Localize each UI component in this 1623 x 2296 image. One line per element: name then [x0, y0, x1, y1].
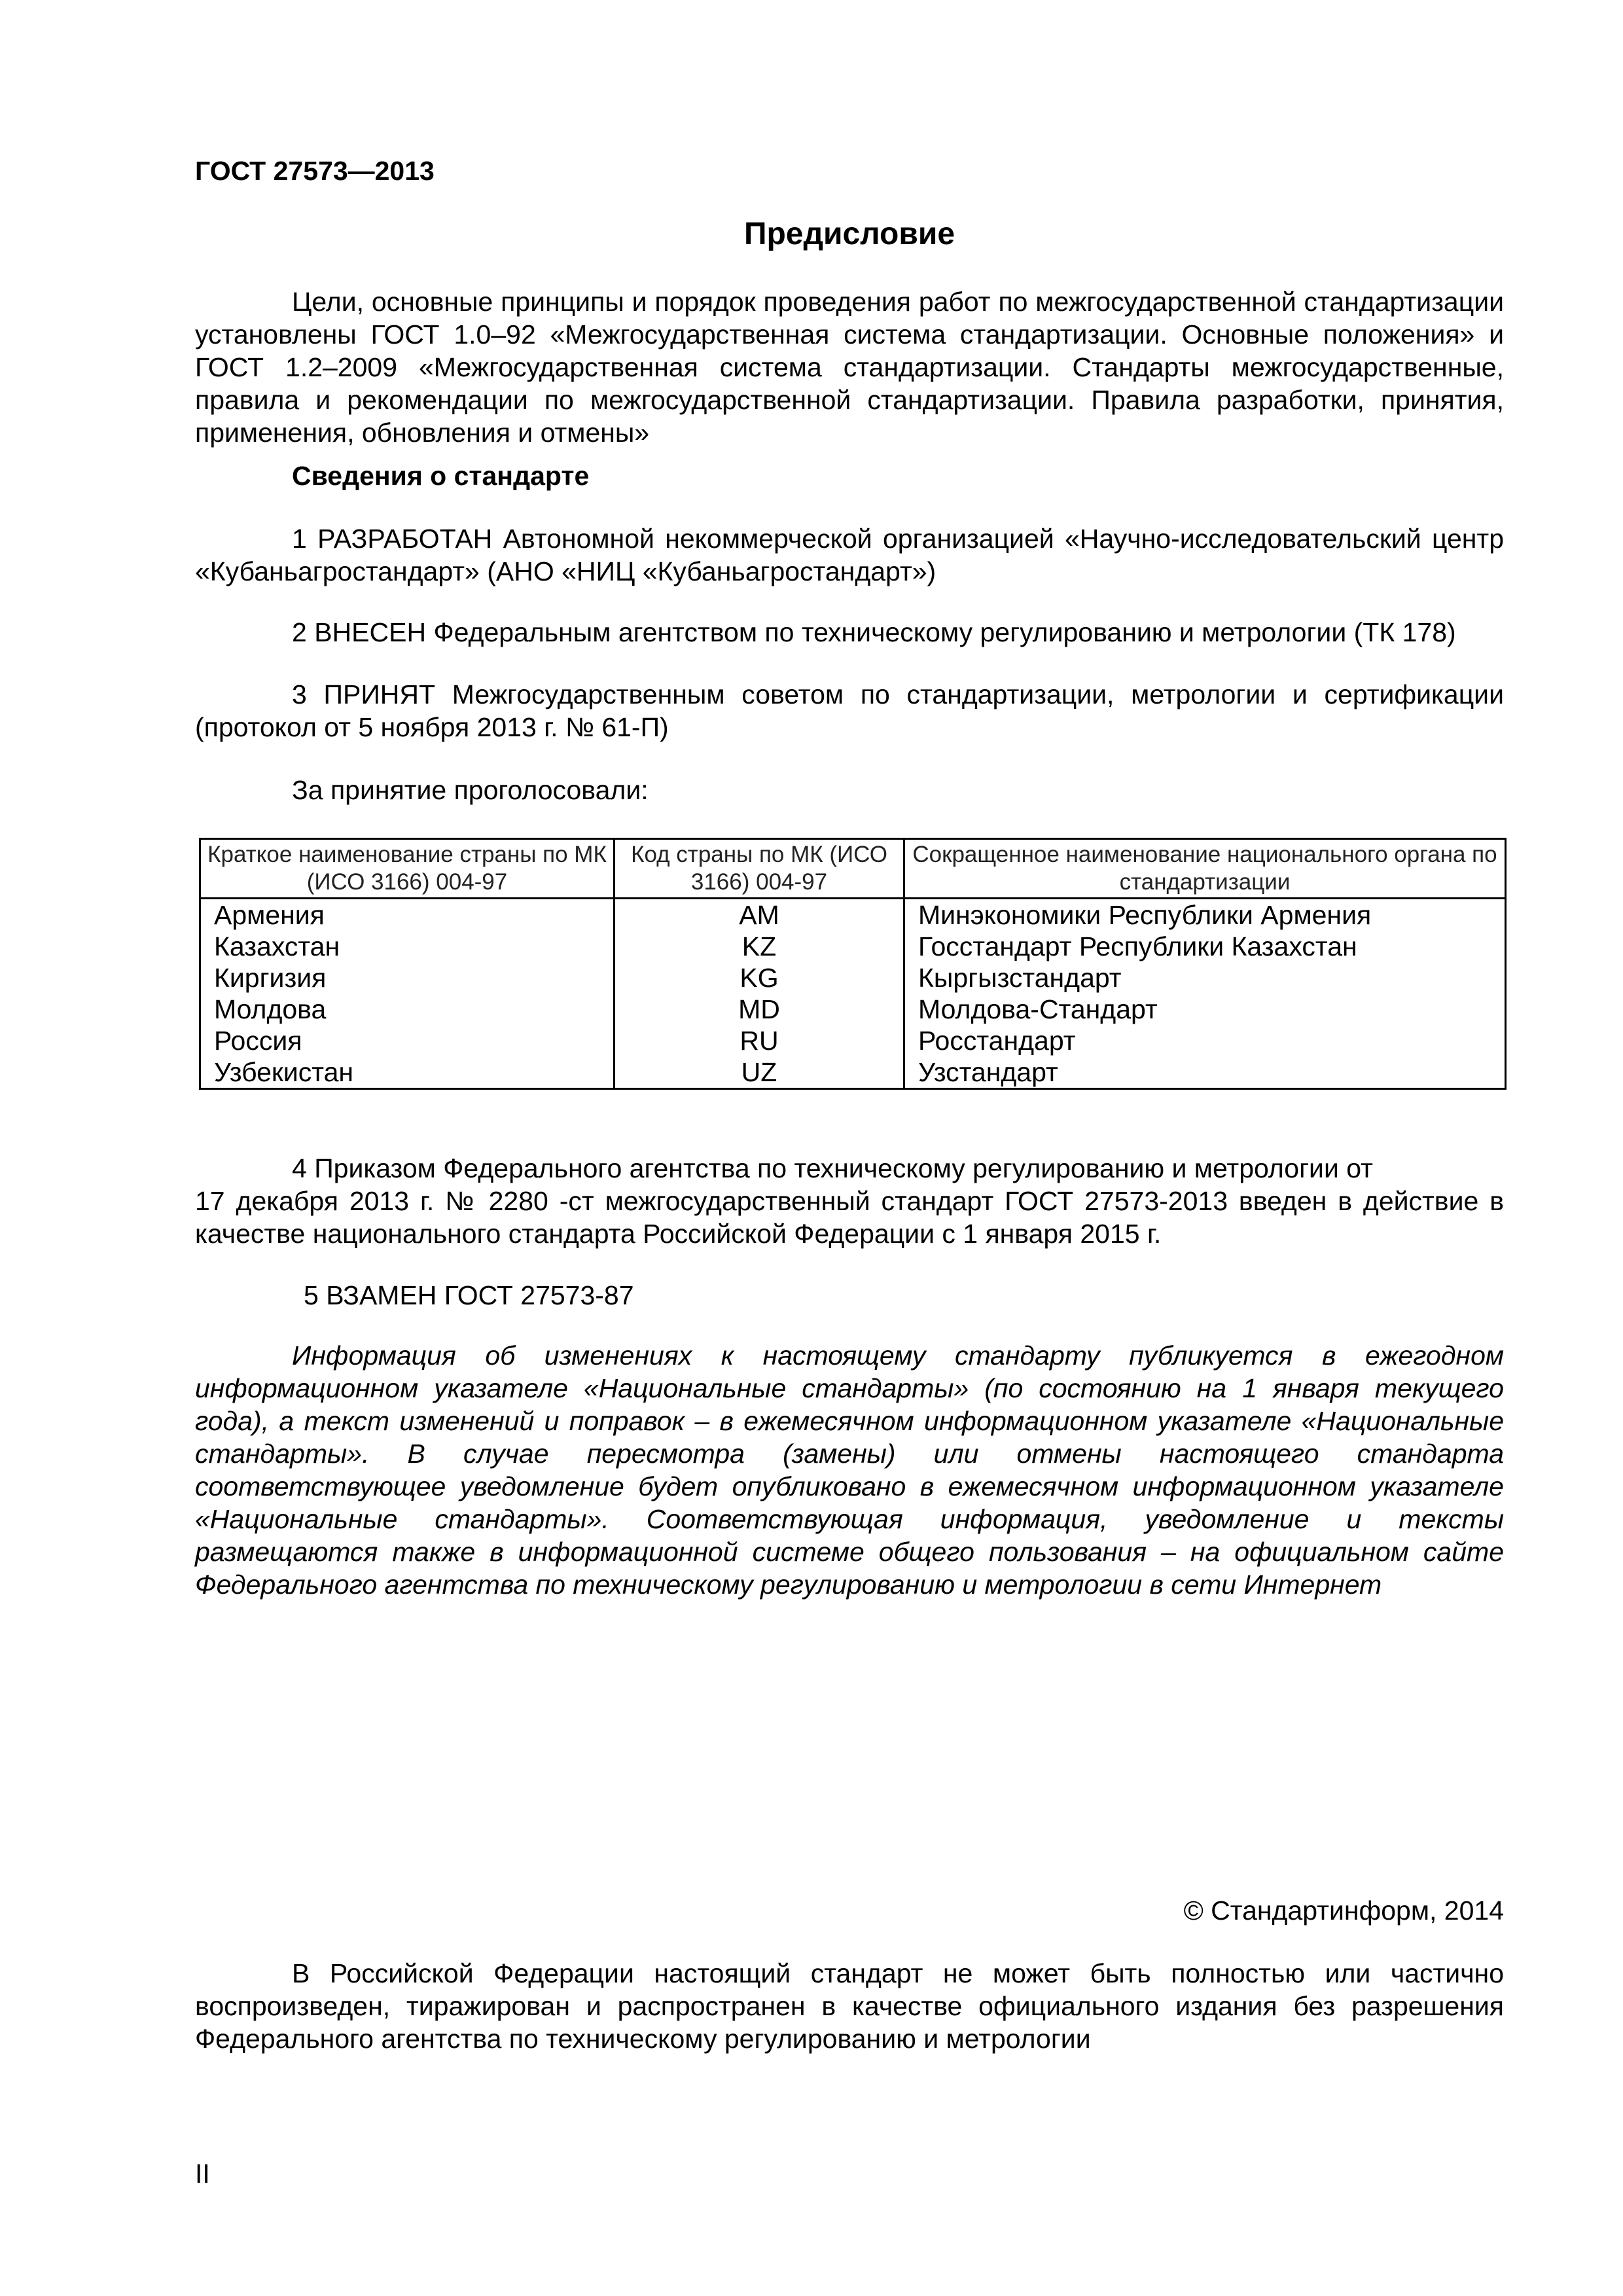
item-4-first-line: 4 Приказом Федерального агентства по техническому регулированию и метрологии от — [292, 1153, 1373, 1183]
voted-label: За принятие проголосовали: — [292, 775, 649, 805]
legal-notice: В Российской Федерации настоящий стандарт не может быть полностью или частично воспроизведен, тиражирован и распространен в качестве официального издания без разрешения Федерального агентства по техническому регулированию и метрологии — [195, 1958, 1504, 2054]
table-header-code: Код страны по МК (ИСО 3166) 004-97 — [615, 839, 904, 899]
table-row — [200, 899, 1506, 931]
table-header-country: Краткое наименование страны по МК (ИСО 3166) 004-97 — [200, 839, 615, 899]
body-cell: Молдова-Стандарт — [904, 994, 1506, 1025]
table-row — [200, 1025, 1506, 1056]
copyright-notice: © Стандартинформ, 2014 — [1183, 1895, 1504, 1926]
body-cell: Минэкономики Республики Армения — [904, 899, 1506, 931]
body-cell: Узстандарт — [904, 1056, 1506, 1089]
page-title: Предисловие — [743, 217, 955, 251]
body-cell: Кыргызстандарт — [904, 962, 1506, 994]
standard-info-item-1: 1 РАЗРАБОТАН Автономной некоммерческой организацией «Научно-исследовательский центр «Кубаньагростандарт» (АНО «НИЦ «Кубаньагростандарт») — [195, 524, 1504, 586]
country-cell: Киргизия — [200, 962, 615, 994]
code-cell: RU — [615, 1025, 904, 1056]
table-row — [200, 994, 1506, 1025]
code-cell: UZ — [615, 1056, 904, 1089]
body-cell: Росстандарт — [904, 1025, 1506, 1056]
country-cell: Россия — [200, 1025, 615, 1056]
country-cell: Казахстан — [200, 931, 615, 962]
code-cell: MD — [615, 994, 904, 1025]
table-row — [200, 962, 1506, 994]
code-cell: KZ — [615, 931, 904, 962]
code-cell: KG — [615, 962, 904, 994]
intro-paragraph: Цели, основные принципы и порядок проведения работ по межгосударственной стандартизации установлены ГОСТ 1.0–92 «Межгосударственная система стандартизации. Основные положения» и ГОСТ 1.2–2009 «Межгосударственная система стандартизации. Стандарты межгосударственные, правила и рекомендации по межгосударственной стандартизации. Правила разработки, принятия, применения, обновления и отмены» — [195, 287, 1504, 448]
body-cell: Госстандарт Республики Казахстан — [904, 931, 1506, 962]
standard-info-item-3: 3 ПРИНЯТ Межгосударственным советом по стандартизации, метрологии и сертификации (протокол от 5 ноября 2013 г. № 61-П) — [195, 679, 1504, 742]
item-5: 5 ВЗАМЕН ГОСТ 27573-87 — [304, 1280, 634, 1310]
standard-info-heading: Сведения о стандарте — [292, 461, 590, 491]
item-4-continuation: 17 декабря 2013 г. № 2280 -ст межгосударственный стандарт ГОСТ 27573-2013 введен в действие в качестве национального стандарта Российской Федерации с 1 января 2015 г. — [195, 1186, 1504, 1249]
document-code: ГОСТ 27573—2013 — [195, 156, 435, 186]
table-row — [200, 931, 1506, 962]
changes-info-paragraph: Информация об изменениях к настоящему стандарту публикуется в ежегодном информационном указателе «Национальные стандарты» (по состоянию на 1 января текущего года), а текст изменений и поправок – в ежемесячном информационном указателе «Национальные стандарты». В случае пересмотра (замены) или отмены настоящего стандарта соответствующее уведомление будет опубликовано в ежемесячном информационном указателе «Национальные стандарты». Соответствующая информация, уведомление и тексты размещаются также в информационной системе общего пользования – на официальном сайте Федерального агентства по техническому регулированию и метрологии в сети Интернет — [195, 1340, 1504, 1600]
country-cell: Армения — [200, 899, 615, 931]
table-row — [200, 1056, 1506, 1089]
table-header-row — [200, 839, 1506, 899]
code-cell: AM — [615, 899, 904, 931]
voting-countries-table — [199, 838, 1507, 1090]
table-header-body: Сокращенное наименование национального органа по стандартизации — [904, 839, 1506, 899]
page-number: II — [195, 2159, 210, 2189]
country-cell: Молдова — [200, 994, 615, 1025]
country-cell: Узбекистан — [200, 1056, 615, 1089]
standard-info-item-2: 2 ВНЕСЕН Федеральным агентством по техническому регулированию и метрологии (ТК 178) — [292, 617, 1456, 647]
